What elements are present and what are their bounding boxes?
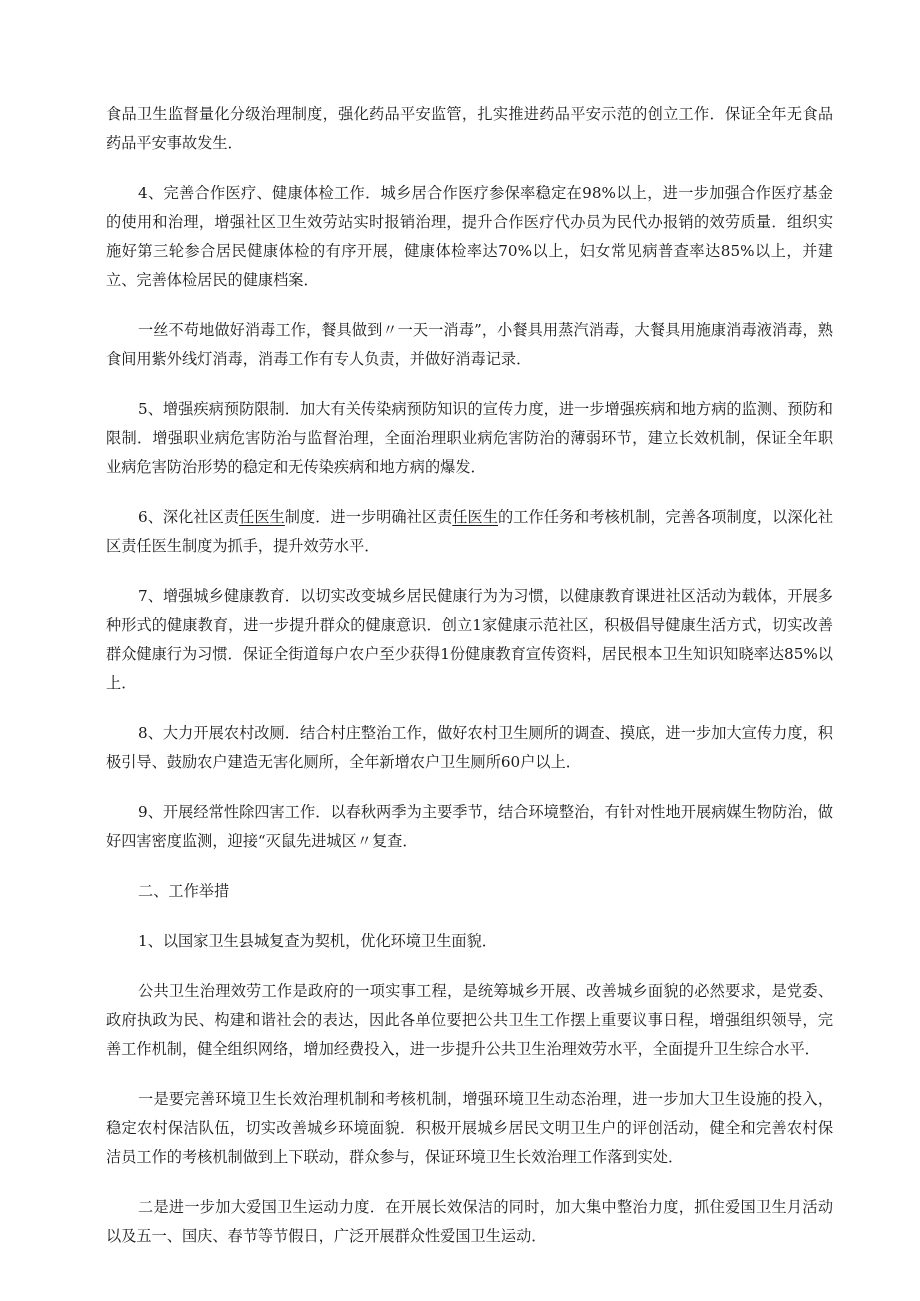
- paragraph-second-point: 二是进一步加大爱国卫生运动力度．在开展长效保洁的同时，加大集中整治力度，抓住爱国卫生月活动以及五一、国庆、春节等节假日，广泛开展群众性爱国卫生运动．: [106, 1198, 833, 1245]
- text-run: 制度．进一步明确社区责: [284, 508, 453, 526]
- paragraph-health-education: 7、增强城乡健康教育．以切实改变城乡居民健康行为为习惯，以健康教育课进社区活动为载体，开展多种形式的健康教育，进一步提升群众的健康意识．创立1家健康示范社区，积极倡导健康生活方式，切实改善群众健康行为习惯．保证全街道每户农户至少获得1份健康教育宣传资料，居民根本卫生知识知晓率达85%以上．: [106, 587, 833, 692]
- paragraph-first-point: 一是要完善环境卫生长效治理机制和考核机制，增强环境卫生动态治理，进一步加大卫生设施的投入，稳定农村保洁队伍，切实改善城乡环境面貌．积极开展城乡居民文明卫生户的评创活动，健全和完善农村保洁员工作的考核机制做到上下联动，群众参与，保证环境卫生长效治理工作落到实处．: [106, 1090, 833, 1166]
- paragraph-four-pests: 9、开展经常性除四害工作．以春秋两季为主要季节，结合环境整治，有针对性地开展病媒生物防治，做好四害密度监测，迎接“灭鼠先进城区〃复查．: [106, 803, 833, 850]
- paragraph-disease-prevention: 5、增强疾病预防限制．加大有关传染病预防知识的宣传力度，进一步增强疾病和地方病的监测、预防和限制．增强职业病危害防治与监督治理，全面治理职业病危害防治的薄弱环节，建立长效机制，保证全年职业病危害防治形势的稳定和无传染疾病和地方病的爆发．: [106, 400, 833, 476]
- paragraph-public-health: 公共卫生治理效劳工作是政府的一项实事工程，是统筹城乡开展、改善城乡面貌的必然要求，是党委、政府执政为民、构建和谐社会的表达，因此各单位要把公共卫生工作摆上重要议事日程，增强组织领导，完善工作机制，健全组织网络，增加经费投入，进一步提升公共卫生治理效劳水平，全面提升卫生综合水平．: [106, 982, 833, 1058]
- text-run: 的工作任务和考核机制，完善各项制度，以深化社区责任医生制度为抓手，提升效劳水平．: [106, 508, 834, 555]
- document-page: [106, 100, 833, 1272]
- subheading-county-review: 1、以国家卫生县城复查为契机，优化环境卫生面貌．: [138, 932, 497, 950]
- section-heading-measures: 二、工作举措: [138, 882, 230, 900]
- paragraph-food-safety: 食品卫生监督量化分级治理制度，强化药品平安监管，扎实推进药品平安示范的创立工作．保证全年无食品药品平安事故发生．: [106, 105, 833, 152]
- underlined-term: 任医生: [452, 508, 499, 526]
- paragraph-community-doctor: [106, 503, 833, 561]
- paragraph-rural-toilets: 8、大力开展农村改厕．结合村庄整治工作，做好农村卫生厕所的调查、摸底，进一步加大宣传力度，积极引导、鼓励农户建造无害化厕所，全年新增农户卫生厕所60户以上．: [106, 724, 833, 771]
- text-run: 6、深化社区责: [138, 508, 240, 526]
- paragraph-disinfection: 一丝不苟地做好消毒工作，餐具做到〃一天一消毒”，小餐具用蒸汽消毒，大餐具用施康消毒液消毒，熟食间用紫外线灯消毒，消毒工作有专人负责，并做好消毒记录．: [106, 321, 833, 368]
- paragraph-cooperative-medical: 4、完善合作医疗、健康体检工作．城乡居合作医疗参保率稳定在98%以上，进一步加强合作医疗基金的使用和治理，增强社区卫生效劳站实时报销治理，提升合作医疗代办员为民代办报销的效劳质量．组织实施好第三轮参合居民健康体检的有序开展，健康体检率达70%以上，妇女常见病普查率达85%以上，并建立、完善体检居民的健康档案．: [106, 184, 833, 289]
- underlined-term: 任医生: [239, 508, 285, 526]
